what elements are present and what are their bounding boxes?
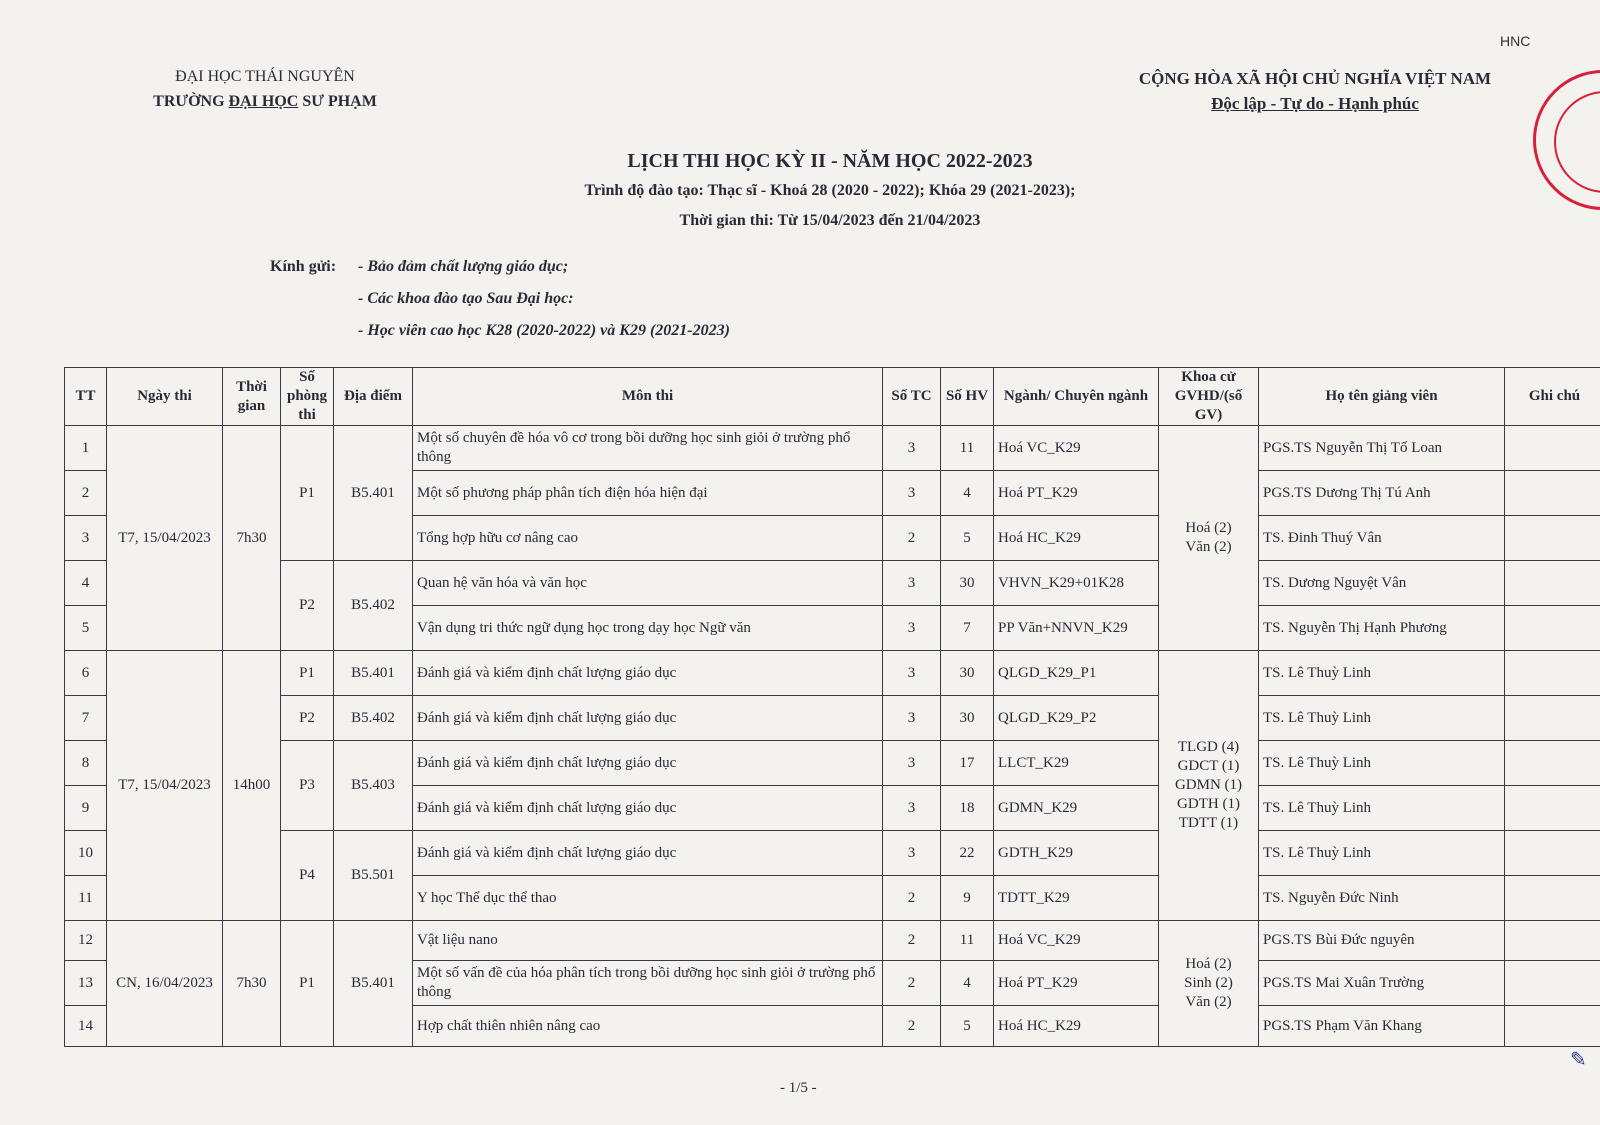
page-number: - 1/5 - <box>780 1080 817 1096</box>
cell-major: PP Văn+NNVN_K29 <box>994 606 1159 651</box>
document-title: LỊCH THI HỌC KỲ II - NĂM HỌC 2022-2023 <box>627 150 1033 172</box>
cell-major: VHVN_K29+01K28 <box>994 561 1159 606</box>
cell-tt: 11 <box>65 876 107 921</box>
cell-tt: 4 <box>65 561 107 606</box>
cell-credits: 2 <box>883 1006 941 1047</box>
cell-students: 17 <box>941 741 994 786</box>
cell-students: 30 <box>941 696 994 741</box>
cell-tt: 6 <box>65 651 107 696</box>
cell-place: B5.403 <box>334 741 413 831</box>
document-subtitle-time: Thời gian thi: Từ 15/04/2023 đến 21/04/2023 <box>679 212 981 229</box>
cell-students: 5 <box>941 516 994 561</box>
cell-note <box>1505 426 1600 471</box>
cell-faculty: Hoá (2) Văn (2) <box>1159 426 1259 651</box>
cell-credits: 2 <box>883 921 941 961</box>
cell-credits: 3 <box>883 651 941 696</box>
cell-note <box>1505 471 1600 516</box>
col-header-place: Địa điểm <box>334 368 413 426</box>
cell-major: Hoá HC_K29 <box>994 1006 1159 1047</box>
cell-subject: Quan hệ văn hóa và văn học <box>413 561 883 606</box>
recipient-item: - Các khoa đào tạo Sau Đại học: <box>358 290 574 307</box>
cell-students: 30 <box>941 561 994 606</box>
cell-credits: 2 <box>883 516 941 561</box>
cell-room: P2 <box>281 696 334 741</box>
cell-tt: 13 <box>65 961 107 1006</box>
cell-note <box>1505 516 1600 561</box>
cell-note <box>1505 696 1600 741</box>
cell-credits: 3 <box>883 786 941 831</box>
cell-time: 14h00 <box>223 651 281 921</box>
cell-credits: 3 <box>883 471 941 516</box>
cell-lecturer: TS. Lê Thuỳ Linh <box>1259 696 1505 741</box>
cell-lecturer: PGS.TS Bùi Đức nguyên <box>1259 921 1505 961</box>
cell-major: QLGD_K29_P2 <box>994 696 1159 741</box>
cell-subject: Đánh giá và kiểm định chất lượng giáo dục <box>413 831 883 876</box>
cell-place: B5.402 <box>334 696 413 741</box>
cell-note <box>1505 561 1600 606</box>
cell-tt: 2 <box>65 471 107 516</box>
cell-tt: 14 <box>65 1006 107 1047</box>
document-subtitle-level: Trình độ đào tạo: Thạc sĩ - Khoá 28 (2020 - 2022); Khóa 29 (2021-2023); <box>584 182 1076 199</box>
cell-note <box>1505 651 1600 696</box>
cell-major: Hoá HC_K29 <box>994 516 1159 561</box>
cell-room: P1 <box>281 426 334 561</box>
cell-students: 22 <box>941 831 994 876</box>
col-header-subject: Môn thi <box>413 368 883 426</box>
cell-students: 4 <box>941 961 994 1006</box>
cell-major: Hoá VC_K29 <box>994 921 1159 961</box>
cell-subject: Đánh giá và kiểm định chất lượng giáo dục <box>413 651 883 696</box>
cell-students: 5 <box>941 1006 994 1047</box>
cell-note <box>1505 606 1600 651</box>
cell-lecturer: TS. Nguyễn Thị Hạnh Phương <box>1259 606 1505 651</box>
cell-place: B5.401 <box>334 426 413 561</box>
cell-major: Hoá VC_K29 <box>994 426 1159 471</box>
cell-subject: Đánh giá và kiểm định chất lượng giáo dục <box>413 741 883 786</box>
document-code: HNC <box>1500 33 1531 49</box>
cell-lecturer: TS. Lê Thuỳ Linh <box>1259 831 1505 876</box>
cell-credits: 3 <box>883 561 941 606</box>
table-row <box>65 696 1600 741</box>
cell-note <box>1505 1006 1600 1047</box>
table-row <box>65 831 1600 876</box>
cell-subject: Vật liệu nano <box>413 921 883 961</box>
cell-date: CN, 16/04/2023 <box>107 921 223 1047</box>
cell-room: P2 <box>281 561 334 651</box>
cell-note <box>1505 876 1600 921</box>
cell-credits: 3 <box>883 426 941 471</box>
cell-date: T7, 15/04/2023 <box>107 651 223 921</box>
cell-lecturer: PGS.TS Nguyễn Thị Tố Loan <box>1259 426 1505 471</box>
cell-major: TDTT_K29 <box>994 876 1159 921</box>
cell-major: Hoá PT_K29 <box>994 471 1159 516</box>
table-row <box>65 651 1600 696</box>
cell-subject: Hợp chất thiên nhiên nâng cao <box>413 1006 883 1047</box>
col-header-tt: TT <box>65 368 107 426</box>
cell-note <box>1505 831 1600 876</box>
cell-students: 11 <box>941 426 994 471</box>
exam-schedule-table <box>64 367 1600 1047</box>
cell-date: T7, 15/04/2023 <box>107 426 223 651</box>
cell-lecturer: TS. Dương Nguyệt Vân <box>1259 561 1505 606</box>
cell-students: 18 <box>941 786 994 831</box>
cell-faculty: TLGD (4) GDCT (1) GDMN (1) GDTH (1) TDTT (1) <box>1159 651 1259 921</box>
cell-tt: 9 <box>65 786 107 831</box>
cell-lecturer: TS. Lê Thuỳ Linh <box>1259 651 1505 696</box>
cell-subject: Đánh giá và kiểm định chất lượng giáo dục <box>413 696 883 741</box>
table-row <box>65 741 1600 786</box>
col-header-major: Ngành/ Chuyên ngành <box>994 368 1159 426</box>
cell-lecturer: PGS.TS Dương Thị Tú Anh <box>1259 471 1505 516</box>
pen-mark-icon: ✎ <box>1570 1047 1587 1071</box>
organization-header <box>100 64 430 114</box>
cell-tt: 1 <box>65 426 107 471</box>
cell-tt: 3 <box>65 516 107 561</box>
col-header-date: Ngày thi <box>107 368 223 426</box>
official-seal-stamp <box>1533 70 1600 210</box>
table-row <box>65 426 1600 471</box>
cell-major: LLCT_K29 <box>994 741 1159 786</box>
cell-place: B5.401 <box>334 921 413 1047</box>
col-header-lecturer: Họ tên giảng viên <box>1259 368 1505 426</box>
recipient-item: - Học viên cao học K28 (2020-2022) và K29 (2021-2023) <box>358 322 730 339</box>
cell-subject: Một số vấn đề của hóa phân tích trong bồi dưỡng học sinh giỏi ở trường phổ thông <box>413 961 883 1006</box>
country-name: CỘNG HÒA XÃ HỘI CHỦ NGHĨA VIỆT NAM <box>1138 69 1492 88</box>
cell-place: B5.501 <box>334 831 413 921</box>
cell-note <box>1505 961 1600 1006</box>
national-header <box>1110 66 1520 116</box>
recipient-item: - Bảo đảm chất lượng giáo dục; <box>358 258 569 275</box>
cell-tt: 7 <box>65 696 107 741</box>
cell-room: P1 <box>281 651 334 696</box>
university-name: ĐẠI HỌC THÁI NGUYÊN <box>175 68 355 85</box>
cell-lecturer: PGS.TS Phạm Văn Khang <box>1259 1006 1505 1047</box>
cell-tt: 5 <box>65 606 107 651</box>
cell-subject: Tổng hợp hữu cơ nâng cao <box>413 516 883 561</box>
cell-place: B5.401 <box>334 651 413 696</box>
cell-major: Hoá PT_K29 <box>994 961 1159 1006</box>
cell-place: B5.402 <box>334 561 413 651</box>
cell-credits: 3 <box>883 606 941 651</box>
cell-time: 7h30 <box>223 426 281 651</box>
cell-major: GDMN_K29 <box>994 786 1159 831</box>
national-motto: Độc lập - Tự do - Hạnh phúc <box>1211 94 1419 113</box>
table-row <box>65 921 1600 961</box>
cell-room: P1 <box>281 921 334 1047</box>
cell-subject: Vận dụng tri thức ngữ dụng học trong dạy học Ngữ văn <box>413 606 883 651</box>
cell-credits: 2 <box>883 961 941 1006</box>
cell-faculty: Hoá (2) Sinh (2) Văn (2) <box>1159 921 1259 1047</box>
cell-credits: 2 <box>883 876 941 921</box>
col-header-students: Số HV <box>941 368 994 426</box>
cell-time: 7h30 <box>223 921 281 1047</box>
cell-major: QLGD_K29_P1 <box>994 651 1159 696</box>
cell-credits: 3 <box>883 831 941 876</box>
cell-tt: 10 <box>65 831 107 876</box>
col-header-faculty: Khoa cử GVHD/(số GV) <box>1159 368 1259 426</box>
cell-students: 9 <box>941 876 994 921</box>
cell-credits: 3 <box>883 741 941 786</box>
cell-lecturer: TS. Nguyễn Đức Ninh <box>1259 876 1505 921</box>
cell-lecturer: PGS.TS Mai Xuân Trường <box>1259 961 1505 1006</box>
table-row <box>65 561 1600 606</box>
cell-subject: Một số phương pháp phân tích điện hóa hiện đại <box>413 471 883 516</box>
col-header-note: Ghi chú <box>1505 368 1600 426</box>
cell-lecturer: TS. Đinh Thuý Vân <box>1259 516 1505 561</box>
cell-note <box>1505 786 1600 831</box>
cell-subject: Y học Thể dục thể thao <box>413 876 883 921</box>
cell-note <box>1505 741 1600 786</box>
cell-major: GDTH_K29 <box>994 831 1159 876</box>
cell-room: P4 <box>281 831 334 921</box>
table-header-row <box>65 368 1600 426</box>
cell-tt: 8 <box>65 741 107 786</box>
cell-students: 11 <box>941 921 994 961</box>
cell-lecturer: TS. Lê Thuỳ Linh <box>1259 786 1505 831</box>
cell-lecturer: TS. Lê Thuỳ Linh <box>1259 741 1505 786</box>
cell-room: P3 <box>281 741 334 831</box>
recipients-label: Kính gửi: <box>270 258 337 275</box>
cell-subject: Một số chuyên đề hóa vô cơ trong bồi dưỡng học sinh giỏi ở trường phổ thông <box>413 426 883 471</box>
cell-students: 30 <box>941 651 994 696</box>
cell-credits: 3 <box>883 696 941 741</box>
col-header-time: Thời gian <box>223 368 281 426</box>
cell-students: 4 <box>941 471 994 516</box>
cell-students: 7 <box>941 606 994 651</box>
cell-tt: 12 <box>65 921 107 961</box>
school-name: TRƯỜNG ĐẠI HỌC SƯ PHẠM <box>153 93 377 110</box>
col-header-rooms: Số phòng thi <box>281 368 334 426</box>
col-header-credits: Số TC <box>883 368 941 426</box>
cell-subject: Đánh giá và kiểm định chất lượng giáo dục <box>413 786 883 831</box>
cell-note <box>1505 921 1600 961</box>
